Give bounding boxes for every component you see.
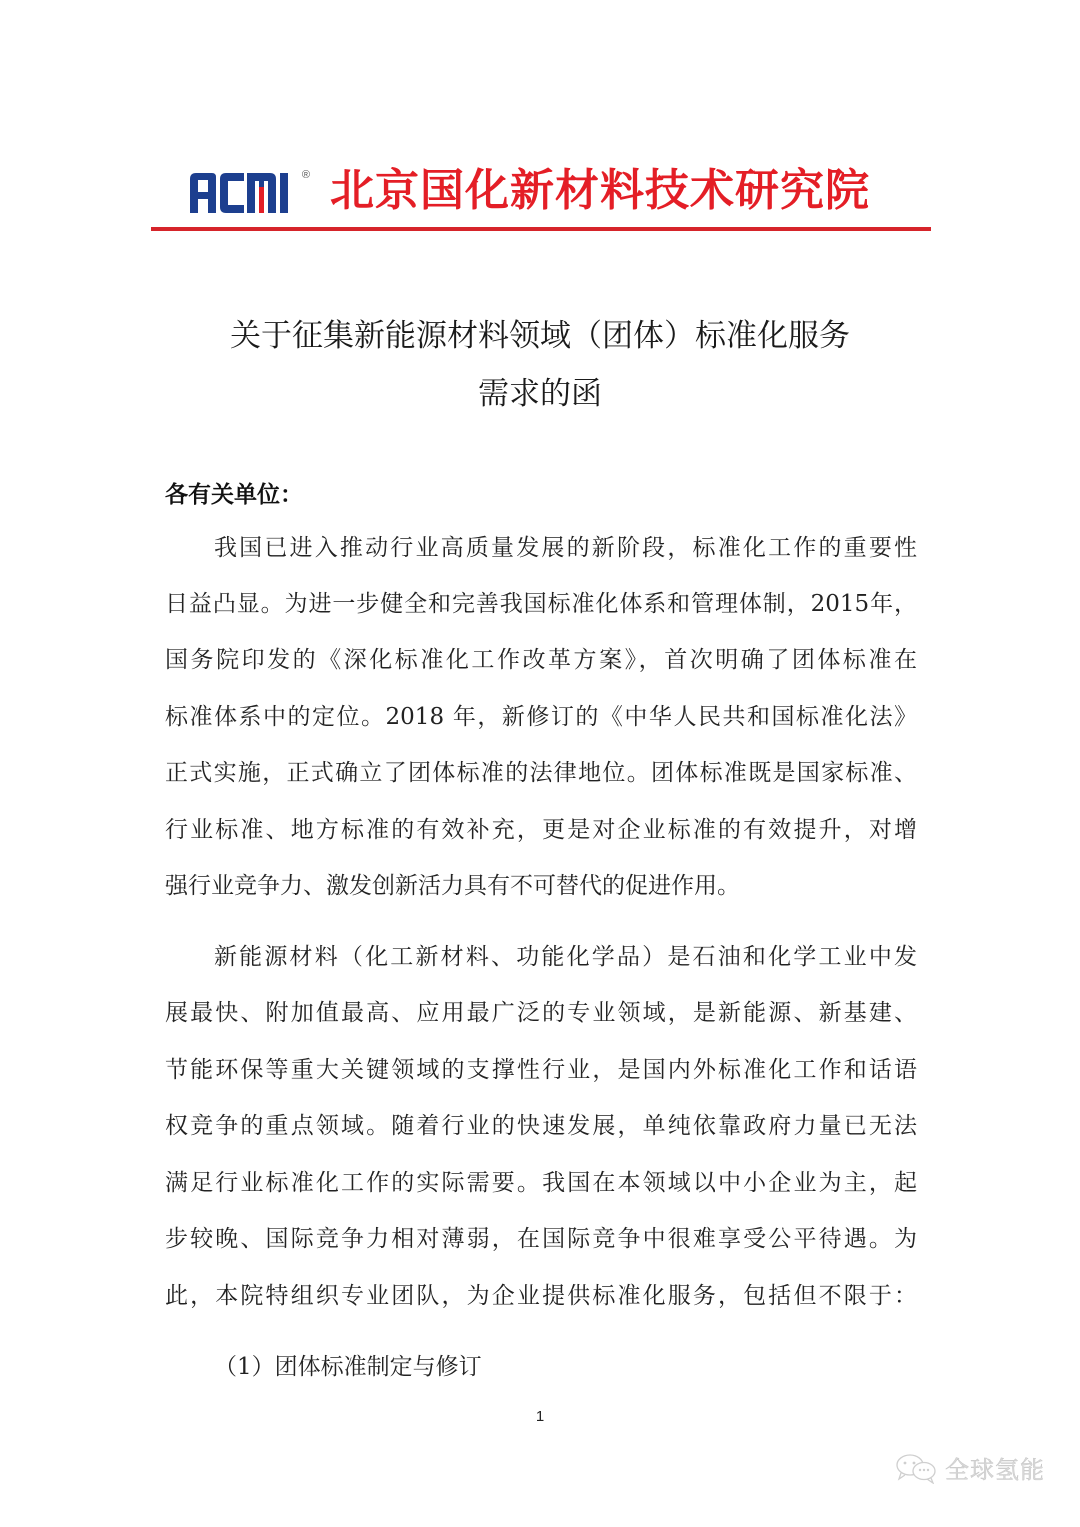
list-item-1: （1）团体标准制定与修订 bbox=[214, 1354, 482, 1380]
registered-mark: ® bbox=[301, 169, 310, 181]
paragraph-1-line: 日益凸显。为进一步健全和完善我国标准化体系和管理体制，2015年， bbox=[165, 591, 917, 617]
paragraph-2-line: 新能源材料（化工新材料、功能化学品）是石油和化学工业中发 bbox=[214, 944, 917, 970]
paragraph-1-line: 行业标准、地方标准的有效补充，更是对企业标准的有效提升，对增 bbox=[165, 817, 917, 843]
wechat-icon bbox=[895, 1452, 939, 1484]
paragraph-1-line: 正式实施，正式确立了团体标准的法律地位。团体标准既是国家标准、 bbox=[165, 760, 917, 786]
paragraph-1-line: 强行业竞争力、激发创新活力具有不可替代的促进作用。 bbox=[165, 873, 740, 899]
paragraph-1-line: 标准体系中的定位。2018 年，新修订的《中华人民共和国标准化法》 bbox=[165, 704, 917, 730]
acmi-logo bbox=[190, 169, 310, 213]
document-title-line2: 需求的函 bbox=[478, 376, 602, 412]
document-title-line1: 关于征集新能源材料领域（团体）标准化服务 bbox=[230, 318, 850, 354]
paragraph-2-line: 满足行业标准化工作的实际需要。我国在本领域以中小企业为主，起 bbox=[165, 1170, 917, 1196]
letterhead-divider bbox=[151, 227, 931, 231]
page-number: 1 bbox=[535, 1408, 545, 1425]
watermark-text: 全球氢能 bbox=[945, 1456, 1045, 1484]
salutation: 各有关单位： bbox=[165, 482, 303, 508]
acmi-logo-icon bbox=[190, 173, 298, 213]
paragraph-1-line: 我国已进入推动行业高质量发展的新阶段，标准化工作的重要性 bbox=[214, 535, 917, 561]
paragraph-2-line: 节能环保等重大关键领域的支撑性行业，是国内外标准化工作和话语 bbox=[165, 1057, 917, 1083]
paragraph-2-line: 展最快、附加值最高、应用最广泛的专业领域，是新能源、新基建、 bbox=[165, 1000, 917, 1026]
paragraph-2-line: 此，本院特组织专业团队，为企业提供标准化服务，包括但不限于： bbox=[165, 1283, 917, 1309]
letterhead bbox=[190, 166, 870, 216]
paragraph-1-line: 国务院印发的《深化标准化工作改革方案》，首次明确了团体标准在 bbox=[165, 647, 917, 673]
paragraph-2-line: 步较晚、国际竞争力相对薄弱，在国际竞争中很难享受公平待遇。为 bbox=[165, 1226, 917, 1252]
organization-name: 北京国化新材料技术研究院 bbox=[330, 165, 870, 216]
paragraph-2-line: 权竞争的重点领域。随着行业的快速发展，单纯依靠政府力量已无法 bbox=[165, 1113, 917, 1139]
watermark bbox=[895, 1450, 1045, 1485]
